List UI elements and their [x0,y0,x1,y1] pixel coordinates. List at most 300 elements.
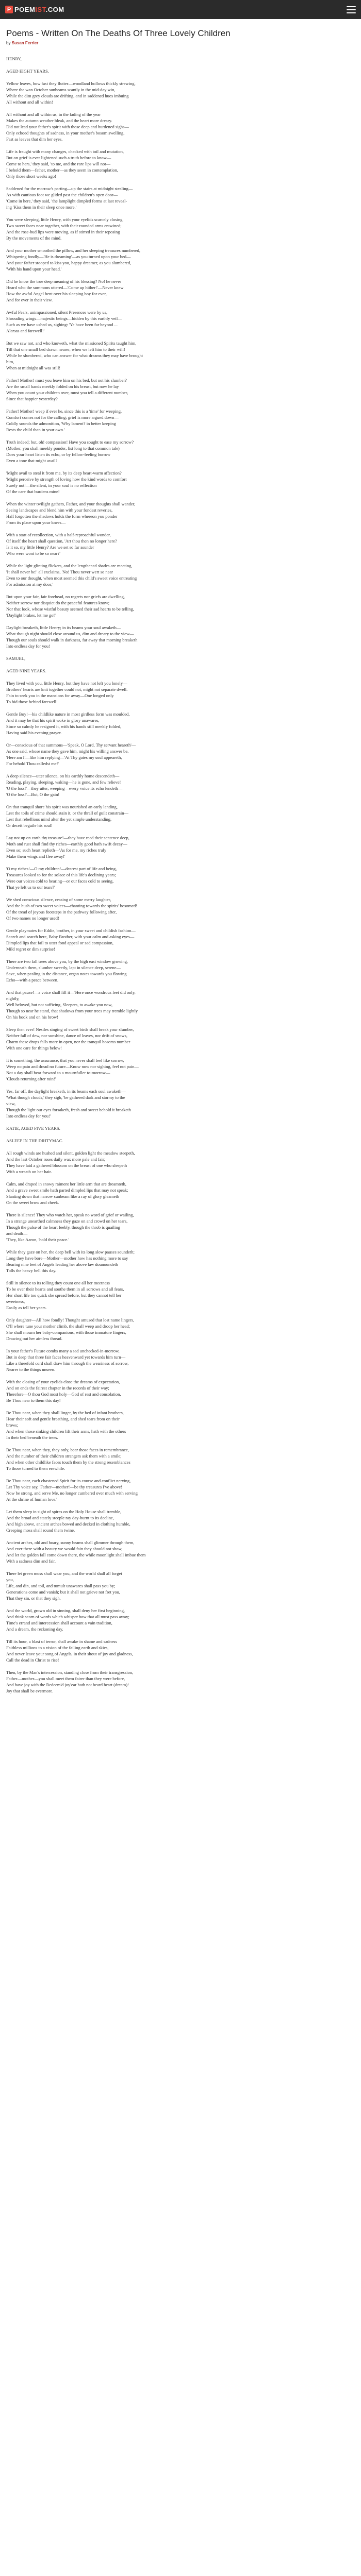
stanza-gap [6,1564,355,1570]
poem-line: Even to our thought, when most seemed this child's sweet voice entreating [6,575,137,581]
stanza [6,668,355,674]
poem-line: Slanting down that narrow sunbeam like a ray of glory gleameth [6,1194,120,1199]
poem-line: And when other childlike faces touch them by the strong resemblances [6,1460,130,1465]
stanza [6,1379,355,1403]
stanza [6,680,355,705]
stanza-gap [6,1471,355,1478]
stanza-gap [6,1694,355,1700]
stanza [6,1669,355,1694]
byline: by Susan Ferrier [6,41,39,45]
poem-line: While he slumbered, who can answer for what dreams they may have brought [6,353,143,358]
poem-line: Easily as tell her years. [6,1305,47,1310]
stanza [6,958,355,983]
poem-line: Though so near he stand, that shadows from your trees may tremble lightly [6,1008,138,1013]
poem-line: On that tranquil shore his spirit was nourished an early landing, [6,804,118,809]
poem-line: By the movements of the mind. [6,235,62,241]
stanza-gap [6,241,355,247]
poem-line: Since so calmly he resigned it, with his hands still meekly folded, [6,724,122,729]
poem-line: But in deep that three fair faces heavenward yet towards him turn— [6,1354,126,1360]
stanza [6,563,355,587]
poem-line: Of the tread of joyous footsteps in the pathway following after, [6,909,117,914]
stanza [6,835,355,859]
stanza [6,742,355,767]
poem-line: Generations come and vanish; but it shall not grieve not fret you, [6,1589,120,1595]
poem-line: Brothers' hearts are knit together could not, might not separate dwell. [6,687,128,692]
poem-line: As one said, whose name they gave him, might his willing answer be. [6,749,129,754]
stanza [6,1410,355,1440]
poem-line: There let green moss shall wear you, and the world shall all forget [6,1571,122,1576]
stanza [6,68,355,74]
poem-line: And high above, ancient arches bowed and decked in clothing humble, [6,1521,130,1527]
poem-line: Truth indeed; but, oh! compassion! Have you sought to ease my sorrow? [6,439,134,445]
poem-line: Father! Mother! weep if ever he, since this is a 'time' for weeping, [6,409,122,414]
stanza-gap [6,74,355,80]
stanza [6,655,355,662]
stanza-gap [6,859,355,866]
stanza [6,1249,355,1274]
stanza-gap [6,705,355,711]
poem-line: You were sleeping, little Henry, with your eyelids scarcely closing, [6,217,124,222]
stanza [6,1057,355,1082]
stanza [6,1138,355,1144]
poem-line: Neither fall of dew, nor sunshine, dance of leaves, nor drift of snows, [6,1033,128,1038]
poem-line: Search and search here, Baby Brother, with your calm and asking eyes— [6,934,135,939]
stanza-gap [6,433,355,439]
stanza-gap [6,618,355,624]
poem-line: Alarsas and farewell!' [6,328,45,333]
stanza-gap [6,1601,355,1607]
poem-line: Long they have bore—Mother—mother how has nothing more to say [6,1256,128,1261]
stanza [6,377,355,402]
stanza-gap [6,767,355,773]
poem-line: To those turned to them erewhile. [6,1466,65,1471]
poem-line: Daylight breaketh, little Henry; in its beams your soul awaketh— [6,625,121,630]
stanza-gap [6,1502,355,1509]
poem-line: On the sweet brow and cheek. [6,1200,59,1205]
stanza-gap [6,402,355,408]
stanza [6,1570,355,1601]
poem-line: Comfort comes not for the calling; grief is more argued down— [6,415,119,420]
poem-line: KATIE, AGED FIVE YEARS. [6,1126,60,1131]
stanza-gap [6,105,355,111]
poem-line: And the rose-bud lips were moving, as if stirred in their reposing [6,229,120,234]
stanza [6,1539,355,1564]
poem-line: And the hush of two sweet voices—chanting towards the spirits' bosomed! [6,903,138,908]
poem-line: Though the light our eyes forsaketh, fresh and sweet behold it breaketh [6,1107,131,1112]
stanza-gap [6,334,355,340]
poem-line: While the light glinting flickers, and the lengthened shades are meeting, [6,563,133,568]
poem-title: Poems - Written On The Deaths Of Three Lovely Children [6,28,231,38]
poem-line: Weep no pain and dread no future—Know now nor sighing, feel not pain— [6,1064,139,1069]
stanza-gap [6,1175,355,1181]
poem-line: There is silence! They who watch her, speak no word of grief or wailing, [6,1212,134,1217]
poem-line: Did he know the true deep meaning of his blessing? No! he never [6,279,121,284]
poem-line: Of itself the heart shall question, 'Art thou then no longer here? [6,538,117,544]
poem-line: Mild regret or dim surprise! [6,946,55,952]
poem-line: And on ends the fairest chapter in the records of their way; [6,1385,109,1391]
poem-line: And when those sinking children lift their arms, hath with the others [6,1429,126,1434]
poem-line: Let them sleep in sight of spires on the Holy House shall tremble, [6,1509,122,1514]
poem-line: Not a day shall bear forward to a mournfuller to-morrow— [6,1070,110,1075]
stanza [6,1478,355,1502]
poem-line: Were our voices cold to hearing—or our faces cold to seeing, [6,878,114,884]
poem-line: you, [6,1577,14,1582]
poem-line: How the awful Angel bent over his sleeping boy for ever, [6,291,107,296]
poem-line: And the last October roses daily wax more pale and fair; [6,1157,106,1162]
poem-line: Nearer to the things unseen. [6,1367,56,1372]
stanza [6,1088,355,1119]
site-name: POEMIST.COM [14,6,64,13]
poem-line: 'O the loss!'—they utter, weeping—every voice its echo lendeth— [6,786,123,791]
poem-line: 'Clouds returning after rain!' [6,1076,56,1081]
poem-line: Surely not!—the silent, in your soul is no reflection [6,483,97,488]
stanza-gap [6,1020,355,1026]
poem-line: (Mother, you shall meekly ponder, list long to that common tale) [6,446,120,451]
poem-line: Coldly sounds the admonition, 'Why lament? in better keeping [6,421,116,426]
stanza-gap [6,1243,355,1249]
poem-line: And that pause!—a voice shall fill it—'Here once wondrous feet did only, [6,990,136,995]
poem-line: him, [6,359,14,364]
poem-line: Makes the autumn weather bleak, and the heart more dreary. [6,118,112,123]
stanza-gap [6,1372,355,1379]
poem-line: Life, and din, and toil, and tumult unawares shall pass you by; [6,1583,116,1588]
stanza-gap [6,674,355,680]
stanza-gap [6,1144,355,1150]
poem-line: Then, by the Man's intercession, standing close from their transgression, [6,1670,134,1675]
stanza [6,1212,355,1243]
stanza [6,340,355,371]
stanza-gap [6,1533,355,1539]
stanza [6,1181,355,1206]
stanza [6,1447,355,1471]
poem-line: ASLEEP IN THE DIHTYMAC. [6,1138,63,1143]
stanza [6,439,355,464]
poem-line: All without and all within us, in the fading of the year [6,112,101,117]
poem-line: In your father's Future combs many a sad unchecked-in-morrow, [6,1348,120,1353]
poem-line: 'What though clouds,' they sigh, 'be gathered dark and stormy to the [6,1095,125,1100]
poem-line: That they sin, or that they sigh. [6,1596,61,1601]
site-logo[interactable] [5,6,64,13]
poem-line: Be Thou near, when they, they only, bear those faces in remembrance, [6,1447,129,1452]
stanza-gap [6,736,355,742]
poem-line: Reading, playing, sleeping, waking—he is gone, and few relieve! [6,779,121,785]
poem-line: Save, when pealing in the distance, organ notes towards you flowing [6,971,127,976]
poem-line: Whispering fondly—'He is dreaming'—as you turned upon your bed— [6,254,131,259]
top-bar [0,0,361,19]
poem-line: With the closing of your eyelids close the dreams of expectation, [6,1379,120,1384]
stanza-gap [6,1311,355,1317]
poem-line: SAMUEL, [6,656,26,661]
poem-line: 'O my riches!—O my children!—dearest part of life and being, [6,866,117,871]
poem-line: That ye left us to our tears?' [6,885,55,890]
poem-line: Neither sorrow nor disquiet do the peaceful features know; [6,600,110,605]
poem-line: There are two fall trees above you, by the high east window growing, [6,959,128,964]
stanza-gap [6,587,355,594]
poem-line: 'Might avail to steal it from me, by its deep heart-warm affection? [6,470,122,476]
poem-line: 'They, like Aaron, 'hold their peace.' [6,1237,70,1242]
poem-line: Or deceit beguile his soul! [6,823,53,828]
poem-line: In a strange unearthed calmness they gaze on and crowd on her tears, [6,1218,128,1224]
stanza-gap [6,1632,355,1638]
poem-line: O'll where tune your mother climb, the shall weep and droop her head; [6,1324,130,1329]
poem-line: And let the golden fall come down there, the while moonlight shall imbue them [6,1552,146,1557]
poem-line: To bid those behind farewell! [6,699,58,704]
poem-line: Come to hers,' they said, 'to me, and the rare lips will not— [6,161,111,166]
poem-line: Only echoed thoughts of sadness, in your mother's bosom swelling, [6,130,125,135]
stanza [6,501,355,526]
stanza-gap [6,556,355,563]
poem-line: Therefore—O thou God most holy—God of rest and consolation, [6,1392,121,1397]
hamburger-menu-icon[interactable] [347,6,356,13]
poem-line: They lived with you, little Henry, but they have not left you lonely— [6,681,127,686]
stanza [6,278,355,303]
stanza [6,594,355,618]
stanza [6,470,355,495]
poem-line: Where the wan October sunbeams scantly in the mid-day win, [6,87,116,92]
poem-line: Gentle Boy!—his childlike nature in most girdless form was moulded, [6,711,130,717]
stanza-gap [6,526,355,532]
poem-line: Lay not up on earth thy treasure!—they have read their sentence deep, [6,835,129,840]
poem-line: HENRY, [6,56,22,61]
stanza-gap [6,1440,355,1447]
poem-line: 'With his hand upon your head.' [6,266,62,272]
poem-line: Echo—with a peace between. [6,977,59,982]
poem-line: And for ever in their view. [6,297,53,302]
stanza [6,1509,355,1533]
stanza [6,804,355,828]
stanza [6,773,355,798]
stanza-gap [6,1663,355,1669]
poem-line: But we saw not, and who knoweth, what the missioned Spirits taught him, [6,341,137,346]
poem-line: But upon your fair, fair forehead, no regrets nor griefs are dwelling, [6,594,125,599]
stanza [6,896,355,921]
poem-line: view, [6,1101,16,1106]
poem-line: Bearing nine feet of Angels leading her above law dounoundeth [6,1262,118,1267]
poem-line: Be Thou near, when they shall linger, by the bed of infant brothers, [6,1410,124,1415]
poem-line: 'It shall never be!' all exclaims, 'No! Thou never wert so near [6,569,113,574]
poem-line: A deep silence—utter silence, on his earthly home descendeth— [6,773,120,778]
poem-line: Father—mother—you shall meet them fairer than they were before, [6,1676,125,1681]
poem-line: Such as we have ushed us, sighing: 'Ye have been far beyond ... [6,322,118,327]
poem-line: And the world, grown old in sinning, shall deny her first beginning, [6,1608,125,1613]
poem-line: 'Daylight brakes, let me go!' [6,613,56,618]
poem-line: And it may be that his spirit woke in glory unawares, [6,718,100,723]
poem-line: Charm these drops falls more in open, nor the tranquil bosoms number [6,1039,130,1044]
poem-line: Only daughter—All how fondly! Thought amused that lost name lingers, [6,1317,135,1323]
poem-line: Now be strong, and serve Me, no longer cumbered over much with serving [6,1490,138,1496]
poem-line: Be Thou near, each chastened Spirit for its course and conflict nerving, [6,1478,131,1483]
poem-line: nightly, [6,996,20,1001]
poem-line: All rough winds are hushed and silent, golden light the meadow steepeth, [6,1150,135,1156]
poem-body [6,56,355,1700]
poem-line: Fast as leaves that dim her eyes. [6,137,63,142]
poem-line: In their bed beneath the trees. [6,1435,58,1440]
poem-line: Make them wings and flee away!' [6,854,65,859]
poem-line: Even a tone that might avail? [6,458,58,463]
poem-line: ing 'Kiss them in their sleep once more.' [6,205,77,210]
stanza [6,1607,355,1632]
stanza [6,56,355,62]
stanza-gap [6,1051,355,1057]
stanza-gap [6,62,355,68]
logo-mark-icon: P [5,6,13,13]
poem-line: While they gaze on her, the deep bell with its long slow pauses soundeth; [6,1249,135,1255]
stanza-gap [6,662,355,668]
poem-line: Of the care that burdens mine! [6,489,60,494]
poem-line: And never leave your song of Angels, in their shout of joy and gladness, [6,1651,133,1656]
poem-line: Are the small hands meekly folded on his breast, but now he lay [6,384,119,389]
poem-line: With a wreath on her hair. [6,1169,52,1174]
poem-line: Though the pulse of the heart feebly, though the throb is quailing [6,1225,120,1230]
stanza-gap [6,649,355,655]
poem-line: Lest the toils of crime should stain it, or the thrall of guilt constrain— [6,810,129,816]
poem-line: Treasures looked to for the solace of this life's declining years; [6,872,116,877]
poem-line: Ancient arches, old and hoary, sunny beams shall glimmer through them, [6,1540,135,1545]
stanza-gap [6,828,355,835]
poem-line: With one care for things below! [6,1045,62,1050]
poem-line: We shed conscious silence, ceasing of some merry laughter, [6,897,111,902]
stanza-gap [6,921,355,927]
poem-line: Till that one small bed drawn nearer, when we left him to their will! [6,347,125,352]
poem-line: And think scorn of words which whisper how that all must pass away; [6,1614,129,1619]
stanza-gap [6,495,355,501]
stanza [6,408,355,433]
poem-line: She shall mourn her baby-companions, with those immature fingers, [6,1330,126,1335]
poem-line: Drawing out her aimless thread. [6,1336,62,1341]
poem-line: While the dim grey clouds are drifting, and in saddened hues imbuing [6,93,129,98]
poem-line: Shrouding wings—majestic beings—hidden by this earthly veil— [6,316,122,321]
poem-line: Sleep then ever! Nestles singing of sweet birds shall break your slumber, [6,1027,134,1032]
stanza [6,989,355,1020]
stanza [6,148,355,179]
poem-line: Lest that rebellious mind alter the yet simple understanding, [6,817,112,822]
poem-line: Seeing landscapes and blend him with your fondest reveries, [6,507,113,513]
stanza [6,1150,355,1175]
stanza [6,185,355,210]
poem-line: Call the dead in Christ to rise! [6,1657,59,1663]
poem-line: All without and all within! [6,99,53,105]
poem-line: For behold Thou calledst me!' [6,761,59,766]
poem-line: Calm, and draped in snowy raiment her little arm that are dreamteth, [6,1181,126,1187]
poem-line: Father! Mother! must you leave him on his bed, but not his slumber? [6,378,127,383]
stanza [6,1638,355,1663]
poem-line: Time's errand and intercession shall account a vain tradition, [6,1620,112,1625]
stanza [6,1125,355,1131]
poem-line: Yellow leaves, how fast they flutter—woodland hollows thickly strewing, [6,81,136,86]
poem-line: Having said his evening prayer. [6,730,62,735]
stanza [6,532,355,556]
poem-line: At the shrine of human love.' [6,1497,57,1502]
stanza-gap [6,303,355,309]
poem-line: Since that happier yesterday? [6,396,58,401]
poem-line: It is something, the assurance, that you never shall feel like sorrow, [6,1058,124,1063]
poem-line: 'O the loss!'—But, O the gain! [6,792,60,797]
poem-line: And a grave sweet smile hath parted dimpled lips that may not speak; [6,1188,128,1193]
poem-line: And ever there with a beauty we would fain they should not show, [6,1546,123,1551]
stanza [6,309,355,334]
poem-line: Nor that look, whose wistful beauty seemed their sad hearts to be telling, [6,606,134,612]
poem-line: Is it so, my little Henry? Are we set so far asunder [6,545,94,550]
poem-line: From its place upon your knees— [6,520,66,525]
poem-line: And the broad and stately steeple ray day-burnt to its decline, [6,1515,114,1520]
poem-line: Like a threefold cord shall draw him through the weariness of sorrow, [6,1361,129,1366]
poem-line: Saddened for the morrow's parting—up the stairs at midnight stealing— [6,186,133,191]
poem-line: 'Come in here,' they said, 'the lamplight dimpled forms at last reveal- [6,198,127,204]
stanza-gap [6,798,355,804]
poem-line: Only those short weeks ago! [6,174,56,179]
poem-line: Awful Fears, unimpassioned, silent Presences were by us, [6,310,108,315]
stanza-gap [6,890,355,896]
poem-line: To be over their hearts and soothe them in all sorrows and all fears, [6,1286,124,1292]
stanza [6,1026,355,1051]
poem-line: For admission at my door;' [6,582,54,587]
poem-line: Into endless day for you!' [6,1113,51,1118]
poem-line: Well beloved, but not sufficing, Sleepers, to awake you now, [6,1002,113,1007]
stanza [6,1348,355,1372]
poem-line: Moth and rust shall find thy riches—earthly good hath swift decay— [6,841,127,846]
poem-line: And the number of their children strangers ask them with a smile; [6,1453,122,1459]
stanza [6,111,355,142]
poem-line: 'Might perceive by strength of loving how the kind words to comfort [6,477,127,482]
poem-line: Did not lead your father's spirit with those deep and burdened sighs— [6,124,129,129]
poem-line: Into endless day for you! [6,643,50,649]
poem-line: Yes, far off, the daylight breaketh, in its beams each soul awaketh— [6,1089,126,1094]
poem-line: Heard who the summons uttered—'Come up hither!'—Never knew [6,285,124,290]
stanza-gap [6,179,355,185]
poem-line: Of two names no longer used! [6,916,59,921]
author-link[interactable]: Susan Ferrier [11,41,39,45]
poem-line: Who were wont to be so near?' [6,551,60,556]
poem-line: And your mother smoothed the pillow, and her sleeping treasures numbered, [6,248,141,253]
poem-line: Does your heart listen its echo, or by fellow-feeling borrow [6,452,111,457]
poem-line: Underneath them, slumber sweetly, lapt in silence deep, serene— [6,965,121,970]
poem-line: Creeping moss shall round them twine. [6,1528,75,1533]
stanza [6,624,355,649]
stanza [6,80,355,105]
poem-line: Gentle playmates for Eddie, brother, in your sweet and childish fashion— [6,928,136,933]
poem-line: With a start of recollection, with a half-reproachful wonder, [6,532,111,537]
poem-line: As with cautious foot we glided past the children's open door— [6,192,118,197]
poem-line: Rests the child than in your own.' [6,427,65,432]
poem-line: Two sweet faces near together, with their rounded arms entwined; [6,223,122,228]
stanza [6,711,355,736]
poem-line: Faithless millions to a vision of the failing earth and skies, [6,1645,109,1650]
stanza-gap [6,952,355,958]
poem-line: 'Here am I'—like him replying—'At Thy gates my soul appeareth, [6,755,122,760]
stanza-gap [6,1206,355,1212]
poem-line: On his book and on his brow! [6,1014,59,1020]
poem-line: And a dream, the reckoning day. [6,1626,63,1632]
stanza-gap [6,272,355,278]
poem-line: brows; [6,1422,19,1428]
stanza [6,216,355,241]
poem-line: Let Thy voice say, 'Father—mother!—be thy treasures I've above! [6,1484,122,1489]
poem-line: When you count your children over, must you tell a different number, [6,390,128,395]
poem-line: Or—conscious of that summons—'Speak, O Lord, Thy servant heareth'— [6,742,136,748]
poem-line: Fain to seek you in the mansions for away—One longed only [6,693,114,698]
poem-line: Even so; such heart replieth—'As for me, my riches truly [6,848,107,853]
poem-line: Be Thou near to them this day! [6,1398,61,1403]
stanza [6,247,355,272]
poem-line: When at midnight all was still! [6,365,61,370]
poem-line: Joy that shall be evermore. [6,1688,54,1693]
stanza-gap [6,1082,355,1088]
stanza-gap [6,210,355,216]
poem-line: Though our souls should walk in darkness, far away that morning breaketh [6,637,138,642]
poem-line: I behold them—father, mother—as they seem in contemplation, [6,167,119,173]
stanza-gap [6,1131,355,1138]
poem-line: Her short life too quick she spread before, but they cannot tell her [6,1293,122,1298]
